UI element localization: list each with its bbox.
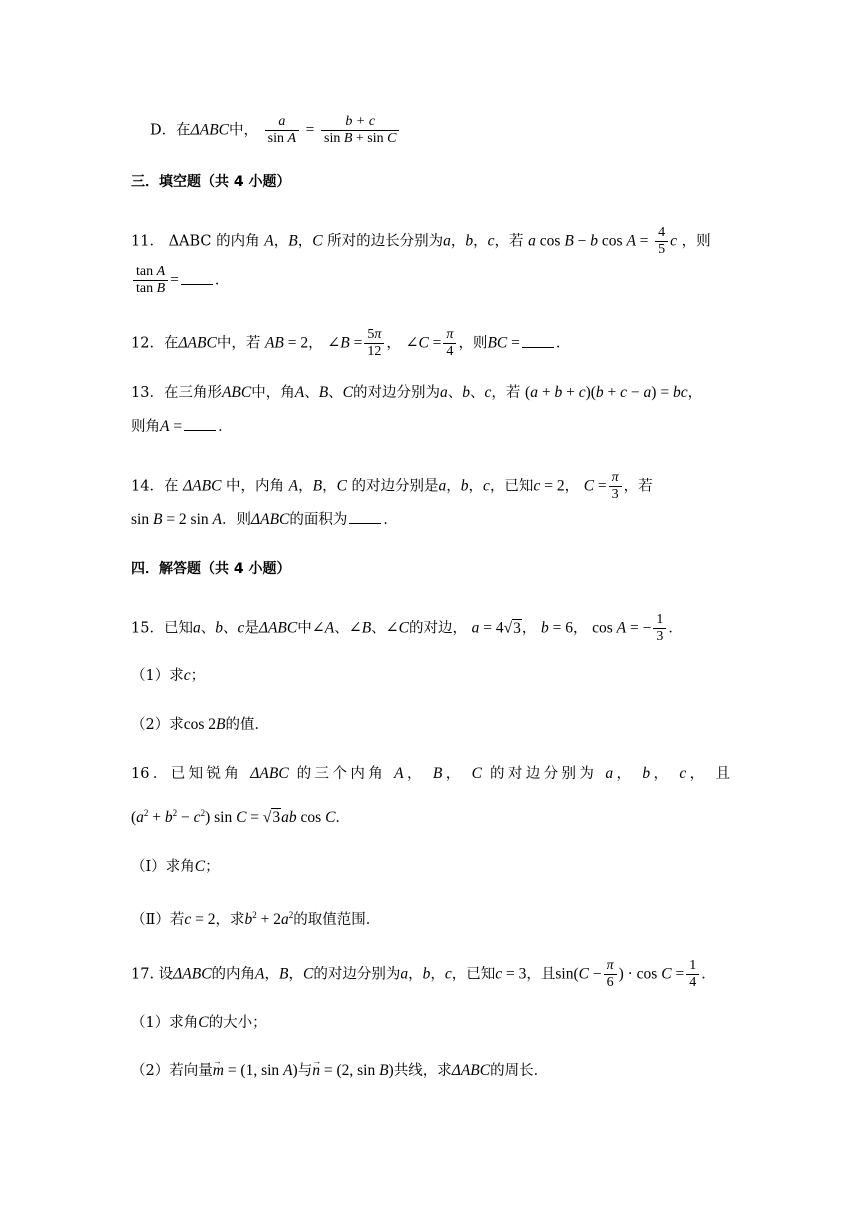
fraction: $\frac{a}{\text{sin A}}$ bbox=[265, 114, 299, 147]
answer-blank[interactable] bbox=[181, 272, 213, 285]
answer-blank[interactable] bbox=[349, 511, 381, 524]
question-text: 则角 bbox=[131, 419, 160, 435]
question-15-part-2: （2）求cos 2B的值． bbox=[131, 716, 269, 733]
question-text: 中 bbox=[297, 620, 312, 637]
question-text: ，若 bbox=[623, 478, 653, 495]
question-number: 16．已知锐角 bbox=[131, 766, 243, 782]
question-number: 11． bbox=[131, 233, 164, 250]
sub-question: 共线，求 bbox=[393, 1063, 452, 1079]
question-text: ，若 bbox=[494, 233, 524, 250]
question-text: ，则 bbox=[458, 335, 488, 352]
question-text: 是 bbox=[244, 620, 259, 637]
question-text: ，已知 bbox=[489, 478, 534, 495]
question-15: 15．已知a、b、c是ΔABC中∠A、∠B、∠C的对边， a = 4√3， b = 6， cos A = − $\frac{1}{3}$ ． bbox=[131, 612, 683, 644]
section-heading-3: 三．填空题（共 4 小题） bbox=[131, 174, 291, 190]
question-text: ，若 bbox=[491, 385, 521, 401]
question-number: 17. 设 bbox=[131, 966, 174, 983]
question-17-part-2: （2）若向量→ m = (1, sin A)与→ n = (2, sin B)共线，求ΔABC的周长． bbox=[131, 1060, 730, 1082]
question-number: 15．已知 bbox=[131, 620, 193, 637]
sub-question: ； bbox=[190, 668, 206, 684]
sub-question: 的取值范围． bbox=[293, 912, 381, 929]
question-13: 13．在三角形ABC中，角A、B、C的对边分别为a、b、c，若 (a + b + c)(b + c − a) = bc， bbox=[131, 384, 703, 401]
question-16-part-1: （Ⅰ）求角C； bbox=[131, 858, 220, 875]
sub-question: 的周长． bbox=[490, 1063, 549, 1079]
answer-blank[interactable] bbox=[184, 418, 216, 431]
sub-question: ，求 bbox=[215, 912, 245, 929]
triangle: ΔABC bbox=[190, 121, 230, 139]
question-text: 的对边分别为 bbox=[489, 766, 598, 782]
question-text: 的对边分别是 bbox=[351, 478, 439, 495]
question-text: ．则 bbox=[222, 512, 251, 528]
question-number: 13．在三角形 bbox=[131, 385, 222, 401]
sub-question: 的大小； bbox=[208, 1015, 267, 1031]
question-text: ΔABC 的内角 bbox=[168, 233, 260, 250]
sub-question: （2）若向量 bbox=[131, 1063, 213, 1079]
question-text: 的对边分别为 bbox=[353, 385, 441, 401]
sub-question: （1）求 bbox=[131, 668, 184, 684]
sub-question: （Ⅱ）若 bbox=[131, 912, 185, 929]
option-label: D．在 bbox=[150, 122, 191, 139]
question-14-cont: sin B = 2 sin A．则ΔABC的面积为 ． bbox=[131, 511, 398, 528]
option-text: 中， bbox=[229, 122, 259, 139]
sub-question: （Ⅰ）求角 bbox=[131, 859, 195, 875]
question-text: 中，角 bbox=[251, 385, 295, 401]
question-16: 16．已知锐角 ΔABC 的三个内角 A， B， C 的对边分别为 a， b， c， 且 bbox=[131, 765, 731, 782]
sub-question: （2）求 bbox=[131, 717, 184, 733]
question-17-part-1: （1）求角C的大小； bbox=[131, 1014, 267, 1031]
question-15-part-1: （1）求c； bbox=[131, 667, 206, 684]
section-heading-4: 四．解答题（共 4 小题） bbox=[131, 561, 291, 577]
question-text: 的对边分别为 bbox=[313, 966, 401, 983]
answer-blank[interactable] bbox=[522, 335, 554, 348]
question-17: 17. 设ΔABC的内角A，B，C的对边分别为a，b，c，已知c = 3，且sin(C − $\frac{\pi}{6}$ ) · cos C = $\frac{1}{4}$ ． bbox=[131, 958, 716, 990]
question-text: 的对边， bbox=[409, 620, 467, 637]
question-text: 中，内角 bbox=[226, 478, 285, 495]
question-16-cont: $(a^2 + b^2 - c^2)$ sin C = √3ab cos C． bbox=[131, 808, 350, 827]
question-text: 的面积为 bbox=[289, 512, 348, 528]
question-text: ，已知 bbox=[451, 966, 496, 983]
sub-question: ； bbox=[205, 859, 220, 875]
question-text: ，则 bbox=[681, 233, 711, 250]
question-12: 12．在ΔABC中，若 AB = 2， ∠B = $\frac{5\pi}{12}$ ， ∠C = $\frac{\pi}{4}$ ，则BC = ． bbox=[131, 327, 571, 359]
question-14: 14．在 ΔABC 中，内角 A，B，C 的对边分别是a，b，c，已知c = 2， C = $\frac{\pi}{3}$ ，若 bbox=[131, 470, 653, 502]
question-number: 14．在 bbox=[131, 478, 179, 495]
question-11-cont: $\frac{\text{tan A}}{\text{tan B}}$ = ． bbox=[131, 264, 730, 297]
sub-question: 与 bbox=[297, 1063, 313, 1079]
question-text: 且 bbox=[715, 766, 731, 782]
question-13-cont: 则角A = ． bbox=[131, 418, 233, 435]
question-text: ，且 bbox=[526, 966, 556, 983]
sub-question: 的值． bbox=[225, 717, 269, 733]
question-11: 11． ΔABC 的内角 A，B，C 所对的边长分别为a，b，c，若 a cos B − b cos A = $\frac{4}{5}$ c ，则 bbox=[131, 225, 711, 257]
question-text: 所对的边长分别为 bbox=[327, 233, 444, 250]
sub-question: （1）求角 bbox=[131, 1015, 199, 1031]
question-number: 12．在 bbox=[131, 335, 179, 352]
fraction: $\frac{b + c}{\text{sin B + sin C}}$ bbox=[321, 114, 399, 147]
option-d: D．在ΔABC中， $\frac{a}{\text{sin A}}$ = $\frac{b + c}{\text{sin B + sin C}}$ bbox=[150, 114, 730, 147]
question-text: 的内角 bbox=[211, 966, 256, 983]
question-text: 的三个内角 bbox=[296, 766, 387, 782]
question-text: 中，若 bbox=[216, 335, 261, 352]
question-16-part-2: （Ⅱ）若c = 2，求$b^2 + 2a^2$的取值范围． bbox=[131, 910, 381, 929]
